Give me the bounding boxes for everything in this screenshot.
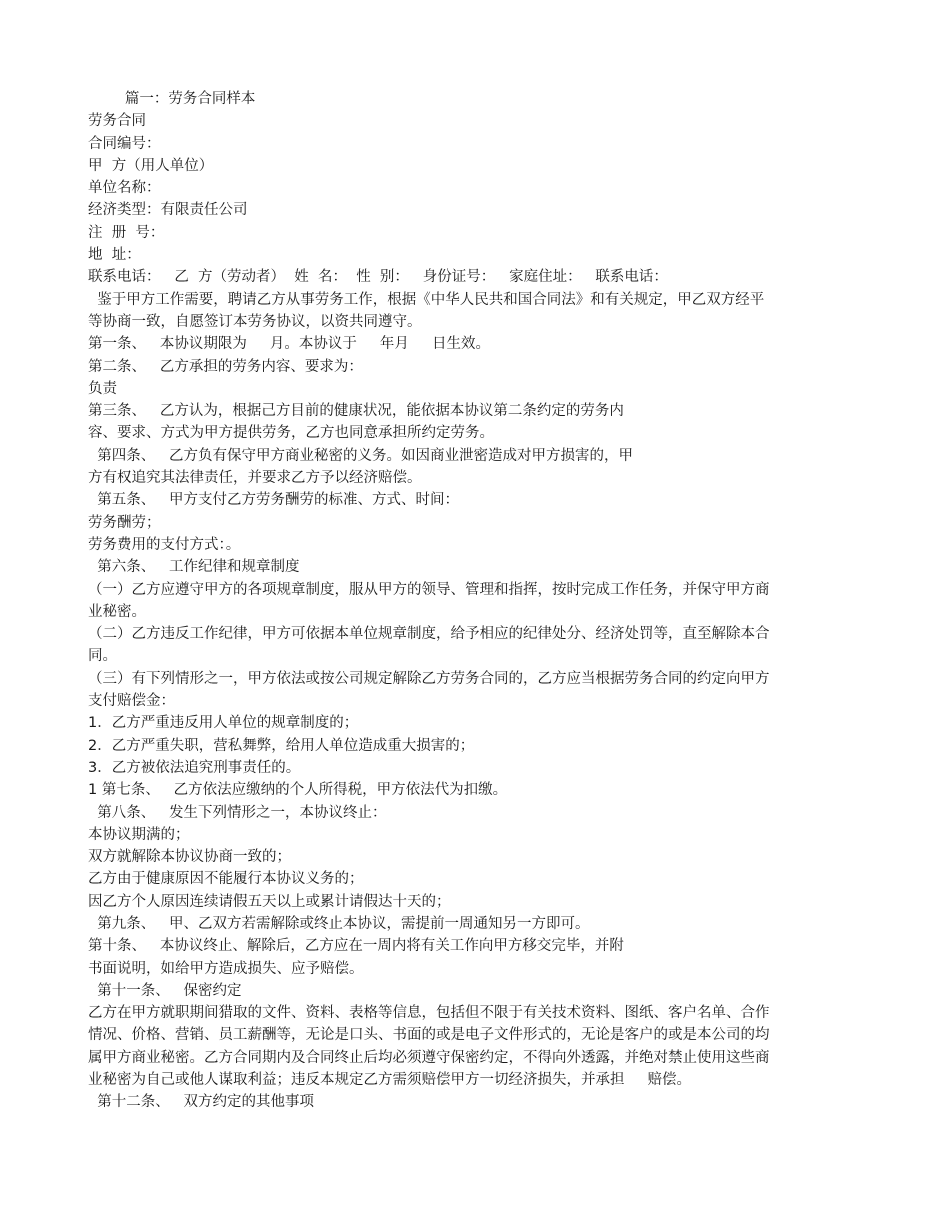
article-6-clause-3-line-1: （三）有下列情形之一，甲方依法或按公司规定解除乙方劳务合同的，乙方应当根据劳务合同的约定向甲方: [88, 670, 770, 687]
article-1: 第一条、 本协议期限为 月。本协议于 年月 日生效。: [88, 336, 490, 353]
contact-and-party-b-line: 联系电话： 乙 方（劳动者） 姓 名： 性 别： 身份证号： 家庭住址： 联系电话：: [88, 269, 668, 286]
article-4-line-2: 方有权追究其法律责任，并要求乙方予以经济赔偿。: [88, 470, 422, 487]
article-10-line-1: 第十条、 本协议终止、解除后，乙方应在一周内将有关工作向甲方移交完毕，并附: [88, 938, 624, 955]
article-8-item-2: 双方就解除本协议协商一致的；: [88, 849, 291, 866]
article-6-clause-2-line-2: 同。: [88, 648, 117, 665]
article-11-line-4: 业秘密为自己或他人谋取利益；违反本规定乙方需须赔偿甲方一切经济损失，并承担 赔偿。: [88, 1072, 692, 1089]
preamble-line-2: 等协商一致，自愿签订本劳务协议，以资共同遵守。: [88, 313, 422, 330]
article-6-item-2: 2．乙方严重失职，营私舞弊，给用人单位造成重大损害的；: [88, 737, 475, 754]
article-6: 第六条、 工作纪律和规章制度: [88, 559, 300, 576]
article-5: 第五条、 甲方支付乙方劳务酬劳的标准、方式、时间：: [88, 492, 460, 509]
article-8-item-1: 本协议期满的；: [88, 826, 190, 843]
party-a-heading: 甲 方（用人单位）: [88, 157, 214, 174]
article-4-line-1: 第四条、 乙方负有保守甲方商业秘密的义务。如因商业泄密造成对甲方损害的，甲: [88, 447, 634, 464]
article-11: 第十一条、 保密约定: [88, 982, 242, 999]
address-label: 地 址：: [88, 247, 141, 264]
article-10-line-2: 书面说明，如给甲方造成损失、应予赔偿。: [88, 960, 364, 977]
contract-title: 劳务合同: [88, 113, 146, 130]
article-7: 1 第七条、 乙方依法应缴纳的个人所得税，甲方依法代为扣缴。: [88, 782, 508, 799]
article-6-item-1: 1．乙方严重违反用人单位的规章制度的；: [88, 715, 359, 732]
company-name-label: 单位名称：: [88, 180, 161, 197]
article-6-clause-1-line-1: （一）乙方应遵守甲方的各项规章制度，服从甲方的领导、管理和指挥，按时完成工作任务，并保守甲方商: [88, 581, 770, 598]
article-5-remuneration: 劳务酬劳；: [88, 514, 161, 531]
article-9: 第九条、 甲、乙双方若需解除或终止本协议，需提前一周通知另一方即可。: [88, 915, 590, 932]
document-body: [88, 88, 858, 1114]
article-12: 第十二条、 双方约定的其他事项: [88, 1094, 315, 1111]
article-3-line-2: 容、要求、方式为甲方提供劳务，乙方也同意承担所约定劳务。: [88, 425, 494, 442]
article-11-line-1: 乙方在甲方就职期间猎取的文件、资料、表格等信息，包括但不限于有关技术资料、图纸、客户名单、合作: [88, 1005, 770, 1022]
heading-part-one: 篇一：劳务合同样本: [88, 91, 256, 107]
article-3-line-1: 第三条、 乙方认为，根据己方目前的健康状况，能依据本协议第二条约定的劳务内: [88, 403, 624, 420]
contract-number-label: 合同编号：: [88, 135, 161, 152]
preamble-line-1: 鉴于甲方工作需要，聘请乙方从事劳务工作，根据《中华人民共和国合同法》和有关规定，甲乙双方经平: [88, 291, 765, 308]
article-11-line-3: 属甲方商业秘密。乙方合同期内及合同终止后均必须遵守保密约定，不得向外透露，并绝对禁止使用这些商: [88, 1049, 770, 1066]
article-2: 第二条、 乙方承担的劳务内容、要求为：: [88, 358, 363, 375]
article-8-item-4: 因乙方个人原因连续请假五天以上或累计请假达十天的；: [88, 893, 451, 910]
article-5-payment-method: 劳务费用的支付方式：。: [88, 536, 241, 553]
article-6-clause-1-line-2: 业秘密。: [88, 603, 146, 620]
article-8: 第八条、 发生下列情形之一，本协议终止：: [88, 804, 387, 821]
economic-type-line: 经济类型：有限责任公司: [88, 202, 248, 219]
article-6-clause-3-line-2: 支付赔偿金：: [88, 693, 175, 710]
article-6-clause-2-line-1: （二）乙方违反工作纪律，甲方可依据本单位规章制度，给予相应的纪律处分、经济处罚等，直至解除本合: [88, 626, 770, 643]
article-6-item-3: 3．乙方被依法追究刑事责任的。: [88, 759, 301, 776]
registration-number-label: 注 册 号：: [88, 224, 165, 241]
article-8-item-3: 乙方由于健康原因不能履行本协议义务的；: [88, 871, 364, 888]
article-2-detail: 负责: [88, 380, 117, 397]
article-11-line-2: 情况、价格、营销、员工薪酬等，无论是口头、书面的或是电子文件形式的，无论是客户的或是本公司的均: [88, 1027, 770, 1044]
